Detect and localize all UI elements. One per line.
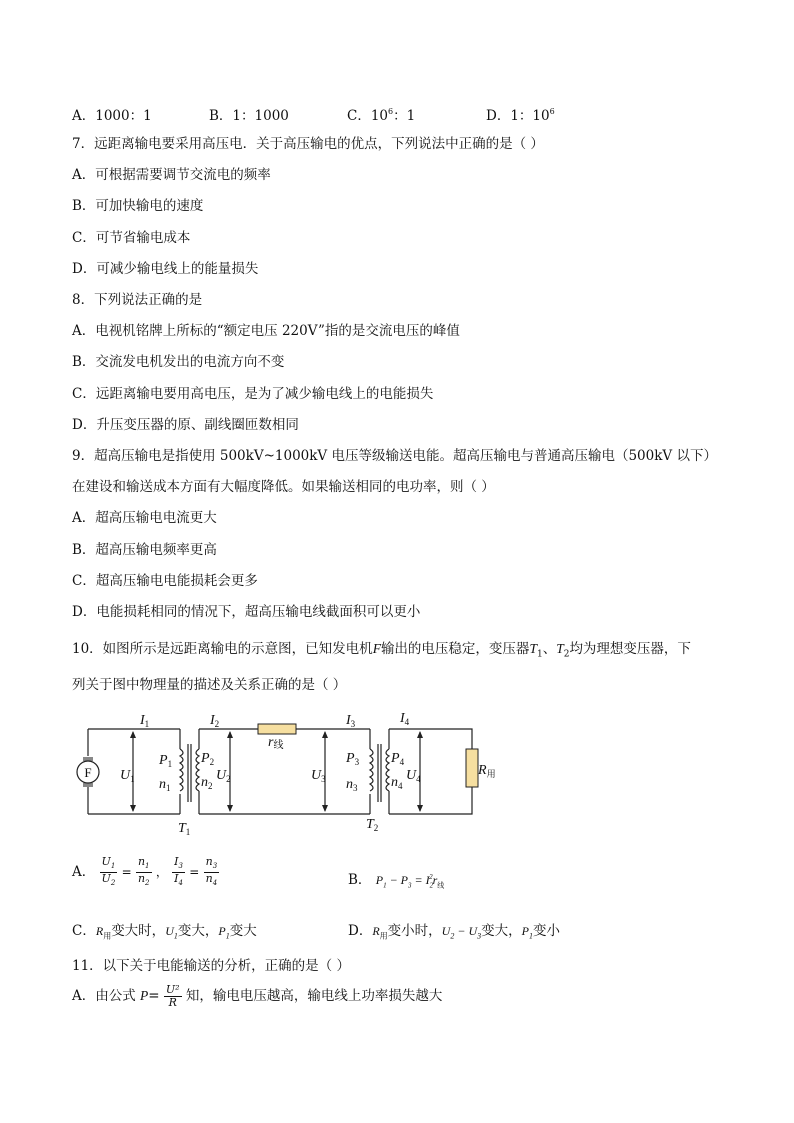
svg-text:F: F <box>84 765 92 780</box>
svg-text:P1: $P_1$ <box>159 753 173 769</box>
q6-option-a: A．1000：1 <box>72 108 152 124</box>
svg-text:n3: $n_3$ <box>346 777 358 793</box>
generator-icon <box>77 757 99 787</box>
q6-option-b: B．1：1000 <box>209 108 289 124</box>
svg-text:T1: $T_1$ <box>178 821 191 837</box>
svg-text:P3: $P_3$ <box>346 751 360 767</box>
q10-stem-line2: 列关于图中物理量的描述及关系正确的是（ ） <box>72 677 347 693</box>
svg-text:n2: $n_2$ <box>201 775 213 791</box>
transmission-circuit-diagram <box>70 704 496 839</box>
q9-stem-line2: 在建设和输送成本方面有大幅度降低。如果输送相同的电功率，则（ ） <box>72 479 495 495</box>
svg-text:I2: $I_2$ <box>210 713 220 729</box>
q7-option-b: B．可加快输电的速度 <box>72 198 204 214</box>
q11-stem: 11．以下关于电能输送的分析，正确的是（ ） <box>72 958 350 974</box>
q9-option-c: C．超高压输电电能损耗会更多 <box>72 573 258 589</box>
q6-option-c: C．$10^6$：1 <box>347 107 416 124</box>
q9-option-d: D．电能损耗相同的情况下，超高压输电线截面积可以更小 <box>72 604 421 620</box>
svg-text:I1: $I_1$ <box>140 713 150 729</box>
svg-text:T2: $T_2$ <box>366 817 379 833</box>
q9-stem-line1: 9．超高压输电是指使用 500kV~1000kV 电压等级输送电能。超高压输电与普通高压输电（500kV 以下） <box>72 448 717 464</box>
q9-option-a: A．超高压输电电流更大 <box>72 510 217 526</box>
q9-option-b: B．超高压输电频率更高 <box>72 542 217 558</box>
svg-text:U4: $U_4$ <box>406 768 421 784</box>
q8-stem: 8．下列说法正确的是 <box>72 292 203 308</box>
svg-text:U1: $U_1$ <box>120 768 135 784</box>
svg-text:n1: $n_1$ <box>159 777 171 793</box>
svg-text:I4: $I_4$ <box>400 711 410 727</box>
q8-option-a: A．电视机铭牌上所标的“额定电压 220V”指的是交流电压的峰值 <box>72 323 460 339</box>
q8-option-c: C．远距离输电要用高电压，是为了减少输电线上的电能损失 <box>72 386 434 402</box>
q7-option-a: A．可根据需要调节交流电的频率 <box>72 167 271 183</box>
svg-text:U3: $U_3$ <box>311 768 326 784</box>
q11-option-a: A．由公式 P= $\frac{\text{U²}}{R}$ 知，输电电压越高，输电线上功率损失越大 <box>72 983 443 1009</box>
svg-text:U2: $U_2$ <box>216 768 231 784</box>
q10-option-b: B． $P_1 - P_3 = I_2^2r_线$ <box>348 872 445 890</box>
q10-option-d: D．$R_用$变小时，$U_2 - U_3$变大，$P_1$变小 <box>348 923 560 941</box>
q6-option-d: D．1：$10^6$ <box>486 107 555 124</box>
line-resistor <box>258 724 296 734</box>
q8-option-d: D．升压变压器的原、副线圈匝数相同 <box>72 417 299 433</box>
q10-option-c: C．$R_用$变大时，$U_1$变大，$P_1$变大 <box>72 923 257 941</box>
q10-option-a: A． $\frac{U_1}{U_2}$ = $\frac{n_1}{n_2}$ ， $\frac{I_3}{I_4}$ = $\frac{n_3}{n_4}$ <box>72 855 218 888</box>
svg-text:I3: $I_3$ <box>346 713 356 729</box>
q8-option-b: B．交流发电机发出的电流方向不变 <box>72 354 285 370</box>
svg-text:P2: $P_2$ <box>201 751 215 767</box>
svg-text:n4: $n_4$ <box>391 775 403 791</box>
svg-text:R用: $R_用$ <box>478 763 496 779</box>
q10-stem-line1: 10．如图所示是远距离输电的示意图，已知发电机F输出的电压稳定，变压器$T_1$、$T_2$均为理想变压器，下 <box>72 641 691 660</box>
load-resistor <box>466 749 478 787</box>
q7-stem: 7．远距离输电要采用高压电．关于高压输电的优点，下列说法中正确的是（ ） <box>72 136 544 152</box>
q7-option-c: C．可节省输电成本 <box>72 230 191 246</box>
svg-text:r线: r线 <box>268 735 284 751</box>
svg-text:P4: $P_4$ <box>391 751 405 767</box>
q7-option-d: D．可减少输电线上的能量损失 <box>72 261 259 277</box>
